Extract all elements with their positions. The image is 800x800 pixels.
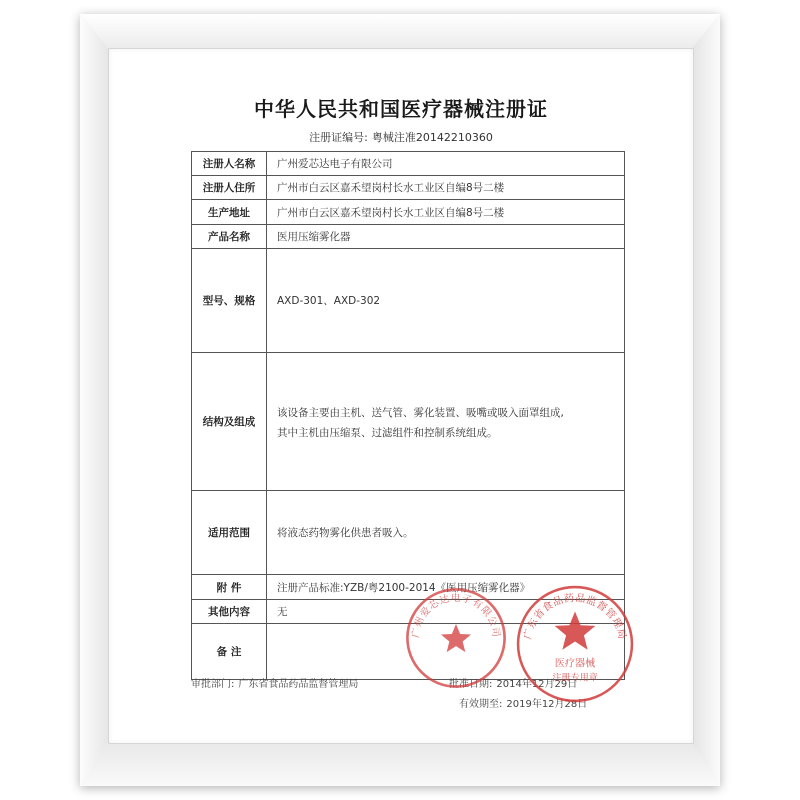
registration-number — [109, 129, 693, 145]
frame-bevel-top — [80, 14, 720, 48]
table-row — [192, 225, 625, 249]
row-label-remarks: 备 注 — [192, 624, 267, 680]
structure-line-2: 其中主机由压缩泵、过滤组件和控制系统组成。 — [277, 426, 498, 439]
frame-bevel-bottom — [80, 742, 720, 786]
row-label-production-address: 生产地址 — [192, 200, 267, 225]
row-label-product-name: 产品名称 — [192, 225, 267, 249]
approval-date-value: 2014年12月29日 — [496, 679, 578, 690]
valid-until-label: 有效期至: — [459, 699, 503, 710]
valid-until-value: 2019年12月28日 — [506, 699, 588, 710]
frame-bevel-left — [80, 14, 108, 786]
row-label-registrant-name: 注册人名称 — [192, 152, 267, 176]
row-value-model-spec: AXD-301、AXD-302 — [267, 249, 625, 353]
row-label-registrant-address: 注册人住所 — [192, 176, 267, 200]
approval-department — [191, 675, 358, 690]
row-value-scope: 将液态药物雾化供患者吸入。 — [267, 491, 625, 575]
company-seal-stamp — [403, 585, 509, 691]
official-seal-subtext-1: 医疗器械 — [554, 658, 596, 670]
table-row — [192, 176, 625, 200]
approval-date-label: 批准日期: — [449, 679, 493, 690]
row-value-registrant-address: 广州市白云区嘉禾望岗村长水工业区自编8号二楼 — [267, 176, 625, 200]
table-row — [192, 200, 625, 225]
row-value-other: 无 — [267, 600, 625, 624]
row-value-structure — [267, 353, 625, 491]
official-seal-subtext-2: 注册专用章 — [552, 673, 598, 684]
approval-department-value: 广东省食品药品监督管理局 — [238, 679, 359, 690]
row-value-production-address: 广州市白云区嘉禾望岗村长水工业区自编8号二楼 — [267, 200, 625, 225]
row-value-registrant-name: 广州爱芯达电子有限公司 — [267, 152, 625, 176]
official-seal-text: 广东省食品药品监督管理局 — [522, 593, 628, 641]
registration-number-value: 粤械注准20142210360 — [371, 131, 493, 144]
row-label-attachment: 附 件 — [192, 575, 267, 600]
company-seal-star-icon — [441, 624, 471, 652]
structure-line-1: 该设备主要由主机、送气管、雾化装置、吸嘴或吸入面罩组成, — [277, 406, 564, 419]
table-row — [192, 353, 625, 491]
table-row — [192, 491, 625, 575]
row-label-structure: 结构及组成 — [192, 353, 267, 491]
row-value-attachment: 注册产品标准:YZB/粤2100-2014《医用压缩雾化器》 — [267, 575, 625, 600]
row-label-other: 其他内容 — [192, 600, 267, 624]
row-label-model-spec: 型号、规格 — [192, 249, 267, 353]
official-seal-stamp — [514, 583, 636, 705]
approval-department-label: 审批部门: — [191, 679, 235, 690]
certificate-paper — [108, 48, 694, 744]
company-seal-text: 广州爱芯达电子有限公司 — [410, 592, 502, 639]
table-row — [192, 249, 625, 353]
frame-bevel-right — [692, 14, 720, 786]
official-seal-star-icon — [555, 611, 596, 649]
table-row — [192, 152, 625, 176]
registration-number-label: 注册证编号: — [309, 131, 368, 144]
certificate-title: 中华人民共和国医疗器械注册证 — [254, 97, 548, 121]
row-label-scope: 适用范围 — [192, 491, 267, 575]
row-value-product-name: 医用压缩雾化器 — [267, 225, 625, 249]
